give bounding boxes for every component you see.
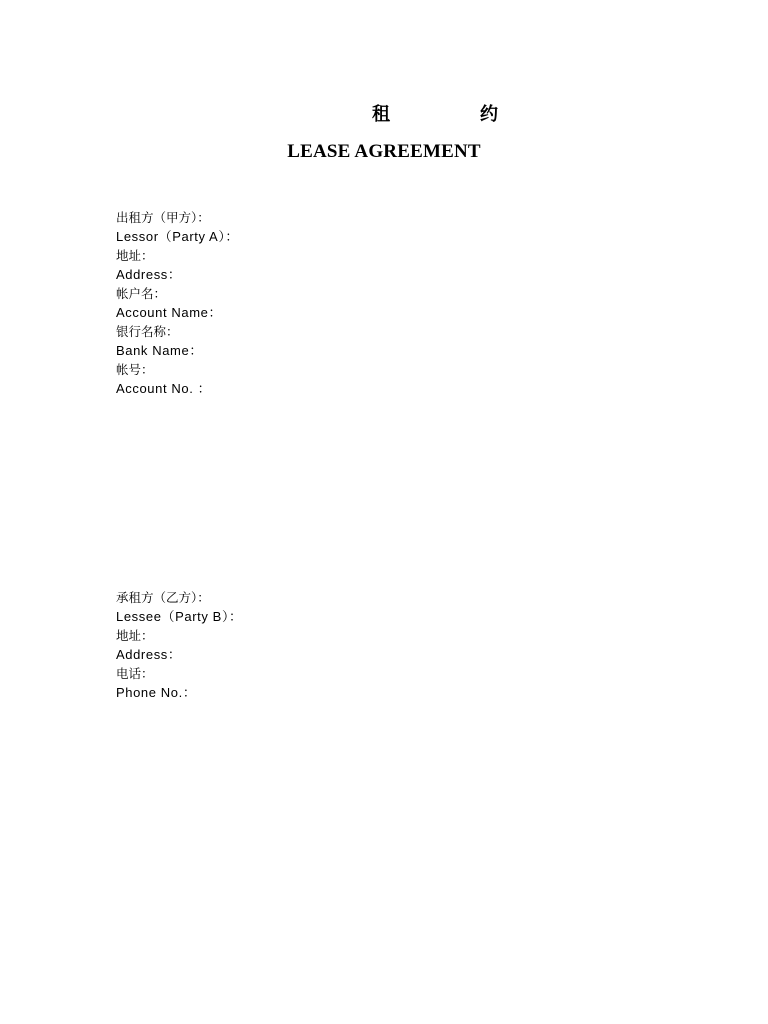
lessee-label-cn: 承租方（乙方）：	[116, 590, 210, 605]
title-chinese	[372, 102, 512, 128]
title-english: LEASE AGREEMENT	[287, 141, 481, 162]
party-a-section	[116, 208, 616, 398]
party-b-address-label-en: Address：	[116, 647, 182, 662]
title-char-1: 租	[372, 104, 390, 125]
account-name-label-en: Account Name：	[116, 305, 223, 320]
account-no-label-cn: 帐号：	[116, 362, 154, 377]
account-name-label-cn: 帐户名：	[116, 286, 167, 301]
bank-name-label-cn: 银行名称：	[116, 324, 179, 339]
lessee-label-en: Lessee（Party B）：	[116, 609, 243, 624]
party-a-address-label-cn: 地址：	[116, 248, 154, 263]
party-a-address-label-en: Address：	[116, 267, 182, 282]
party-b-section	[116, 588, 616, 702]
phone-label-cn: 电话：	[116, 666, 154, 681]
phone-label-en: Phone No.：	[116, 685, 197, 700]
party-b-address-label-cn: 地址：	[116, 628, 154, 643]
lessor-label-cn: 出租方（甲方）：	[116, 210, 210, 225]
account-no-label-en: Account No. ：	[116, 381, 212, 396]
title-char-2: 约	[480, 104, 498, 125]
bank-name-label-en: Bank Name：	[116, 343, 203, 358]
lessor-label-en: Lessor（Party A）：	[116, 229, 240, 244]
